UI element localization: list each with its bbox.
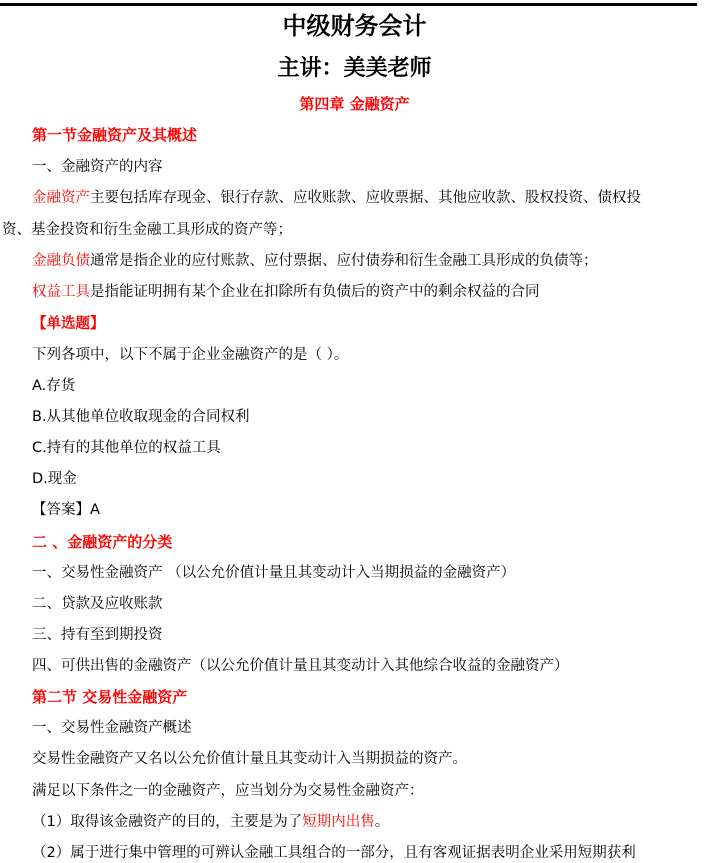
section1-sub1: 一、金融资产的内容 [32, 159, 163, 175]
top-border-line [0, 3, 697, 6]
condition-1-highlight: 短期内出售 [302, 814, 375, 830]
classification-heading: 二 、金融资产的分类 [32, 533, 173, 551]
financial-assets-para-line2: 资、基金投资和衍生金融工具形成的资产等； [2, 222, 292, 238]
question-stem: 下列各项中，以下不属于企业金融资产的是（ ）。 [32, 347, 349, 363]
answer-line: 【答案】A [32, 502, 100, 518]
classification-item-1: 一、交易性金融资产 （以公允价值计量且其变动计入当期损益的金融资产） [32, 565, 516, 581]
section2-sub1: 一、交易性金融资产概述 [32, 720, 192, 736]
equity-instruments-para [32, 282, 540, 302]
classification-item-2: 二、贷款及应收账款 [32, 596, 163, 612]
condition-2: （2）属于进行集中管理的可辨认金融工具组合的一部分，且有客观证据表明企业采用短期获利 [32, 845, 636, 861]
classification-item-3: 三、持有至到期投资 [32, 627, 163, 643]
condition-1-suffix: 。 [374, 814, 390, 830]
question-type-label: 【单选题】 [32, 316, 105, 332]
section2-para2: 满足以下条件之一的金融资产，应当划分为交易性金融资产： [32, 783, 424, 799]
chapter-title: 第四章 金融资产 [299, 95, 410, 113]
option-d: D.现金 [32, 471, 77, 487]
financial-assets-para-line1 [32, 188, 641, 208]
section1-heading: 第一节金融资产及其概述 [32, 126, 198, 144]
equity-instruments-text: 是指能证明拥有某个企业在扣除所有负债后的资产中的剩余权益的合同 [90, 284, 540, 300]
equity-instruments-term: 权益工具 [32, 284, 90, 300]
financial-liabilities-text: 通常是指企业的应付账款、应付票据、应付债券和衍生金融工具形成的负债等； [90, 253, 598, 269]
option-a: A.存货 [32, 378, 76, 394]
condition-1 [32, 812, 389, 832]
classification-item-4: 四、可供出售的金融资产（以公允价值计量且其变动计入其他综合收益的金融资产） [32, 658, 569, 674]
financial-assets-term: 金融资产 [32, 190, 90, 206]
condition-1-prefix: （1）取得该金融资产的目的，主要是为了 [32, 814, 303, 830]
financial-assets-text: 主要包括库存现金、银行存款、应收账款、应收票据、其他应收款、股权投资、债权投 [90, 190, 641, 206]
option-c: C.持有的其他单位的权益工具 [32, 440, 221, 456]
option-b: B.从其他单位收取现金的合同权利 [32, 409, 250, 425]
financial-liabilities-term: 金融负债 [32, 253, 90, 269]
financial-liabilities-para [32, 251, 598, 271]
section2-para1: 交易性金融资产又名以公允价值计量且其变动计入当期损益的资产。 [32, 751, 467, 767]
section2-heading: 第二节 交易性金融资产 [32, 688, 188, 706]
document-title: 中级财务会计 [282, 12, 427, 40]
lecturer-line: 主讲：美美老师 [277, 56, 432, 81]
